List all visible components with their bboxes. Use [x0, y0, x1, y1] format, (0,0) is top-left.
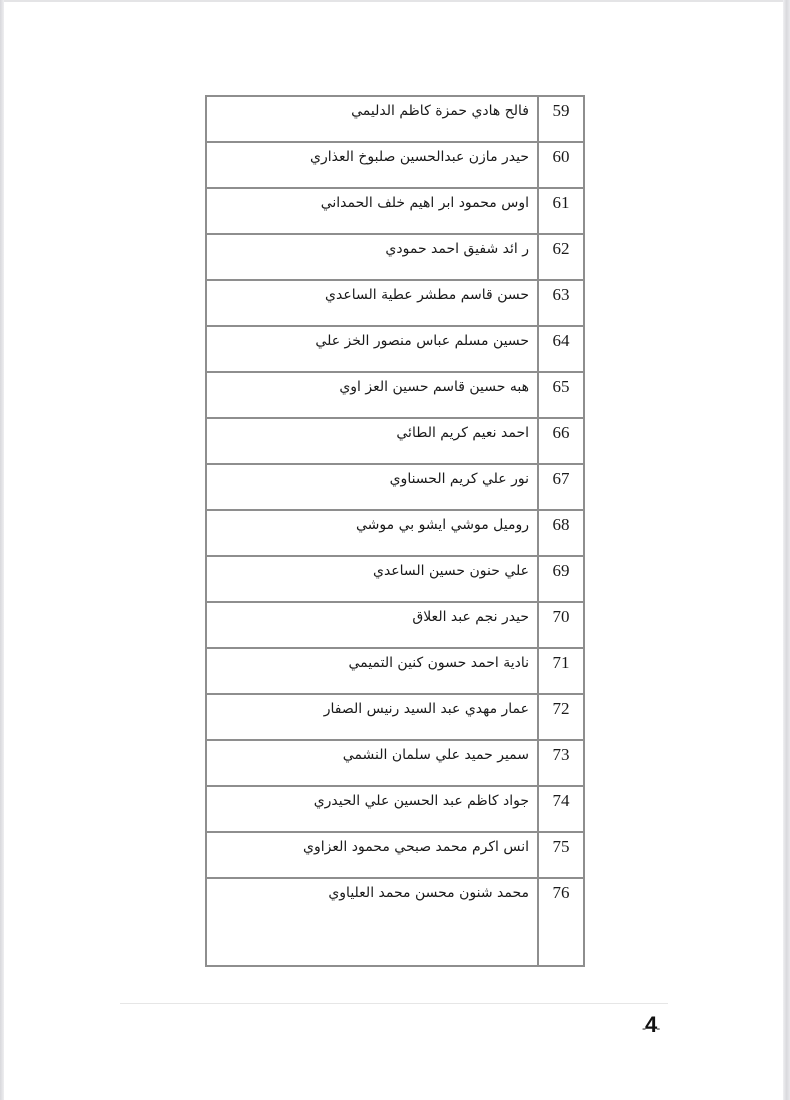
row-number: 63: [538, 280, 584, 326]
row-name: نور علي كريم الحسناوي: [206, 464, 538, 510]
row-number: 67: [538, 464, 584, 510]
row-name: سمير حميد علي سلمان النشمي: [206, 740, 538, 786]
row-number: 64: [538, 326, 584, 372]
row-name: حيدر نجم عبد العلاق: [206, 602, 538, 648]
names-table-body: [206, 96, 584, 966]
row-number: 68: [538, 510, 584, 556]
table-row: [206, 372, 584, 418]
row-number: 75: [538, 832, 584, 878]
table-row: [206, 694, 584, 740]
table-row: [206, 786, 584, 832]
page-edge-right: [783, 0, 790, 1100]
table-row: [206, 648, 584, 694]
table-row: [206, 96, 584, 142]
row-number: 65: [538, 372, 584, 418]
table-row: [206, 832, 584, 878]
table-row: [206, 234, 584, 280]
row-name: علي حنون حسين الساعدي: [206, 556, 538, 602]
table-row: [206, 326, 584, 372]
row-name: فالح هادي حمزة كاظم الدليمي: [206, 96, 538, 142]
row-number: 70: [538, 602, 584, 648]
row-number: 76: [538, 878, 584, 966]
row-name: احمد نعيم كريم الطائي: [206, 418, 538, 464]
row-number: 60: [538, 142, 584, 188]
table-row: [206, 556, 584, 602]
row-number: 66: [538, 418, 584, 464]
page-number-value: 4: [645, 1012, 657, 1037]
table-row: [206, 510, 584, 556]
row-name: نادية احمد حسون كنين التميمي: [206, 648, 538, 694]
row-name: هبه حسين قاسم حسين العز اوي: [206, 372, 538, 418]
row-number: 74: [538, 786, 584, 832]
table-row: [206, 740, 584, 786]
footer-divider: [120, 1003, 668, 1004]
row-number: 59: [538, 96, 584, 142]
row-number: 73: [538, 740, 584, 786]
row-name: عمار مهدي عبد السيد رنيس الصفار: [206, 694, 538, 740]
row-name: روميل موشي ايشو بي موشي: [206, 510, 538, 556]
row-name: محمد شنون محسن محمد العلياوي: [206, 878, 538, 966]
row-name: انس اكرم محمد صبحي محمود العزاوي: [206, 832, 538, 878]
table-row: [206, 418, 584, 464]
row-name: اوس محمود ابر اهيم خلف الحمداني: [206, 188, 538, 234]
row-number: 71: [538, 648, 584, 694]
page-edge-top: [0, 0, 790, 2]
page-number-suffix: -: [656, 1021, 660, 1035]
page-number-prefix: -: [642, 1021, 645, 1035]
row-number: 62: [538, 234, 584, 280]
page-number: [642, 1012, 659, 1038]
table-row: [206, 280, 584, 326]
table-row: [206, 602, 584, 648]
row-name: جواد كاظم عبد الحسين علي الحيدري: [206, 786, 538, 832]
row-name: حسن قاسم مطشر عطية الساعدي: [206, 280, 538, 326]
row-number: 61: [538, 188, 584, 234]
row-number: 72: [538, 694, 584, 740]
row-name: ر ائد شفيق احمد حمودي: [206, 234, 538, 280]
table-row: [206, 142, 584, 188]
row-name: حسين مسلم عباس منصور الخز علي: [206, 326, 538, 372]
row-name: حيدر مازن عبدالحسين صلبوخ العذاري: [206, 142, 538, 188]
row-number: 69: [538, 556, 584, 602]
table-row: [206, 464, 584, 510]
names-table: [205, 95, 585, 967]
table-row: [206, 878, 584, 966]
page-edge-left: [0, 0, 4, 1100]
table-row: [206, 188, 584, 234]
